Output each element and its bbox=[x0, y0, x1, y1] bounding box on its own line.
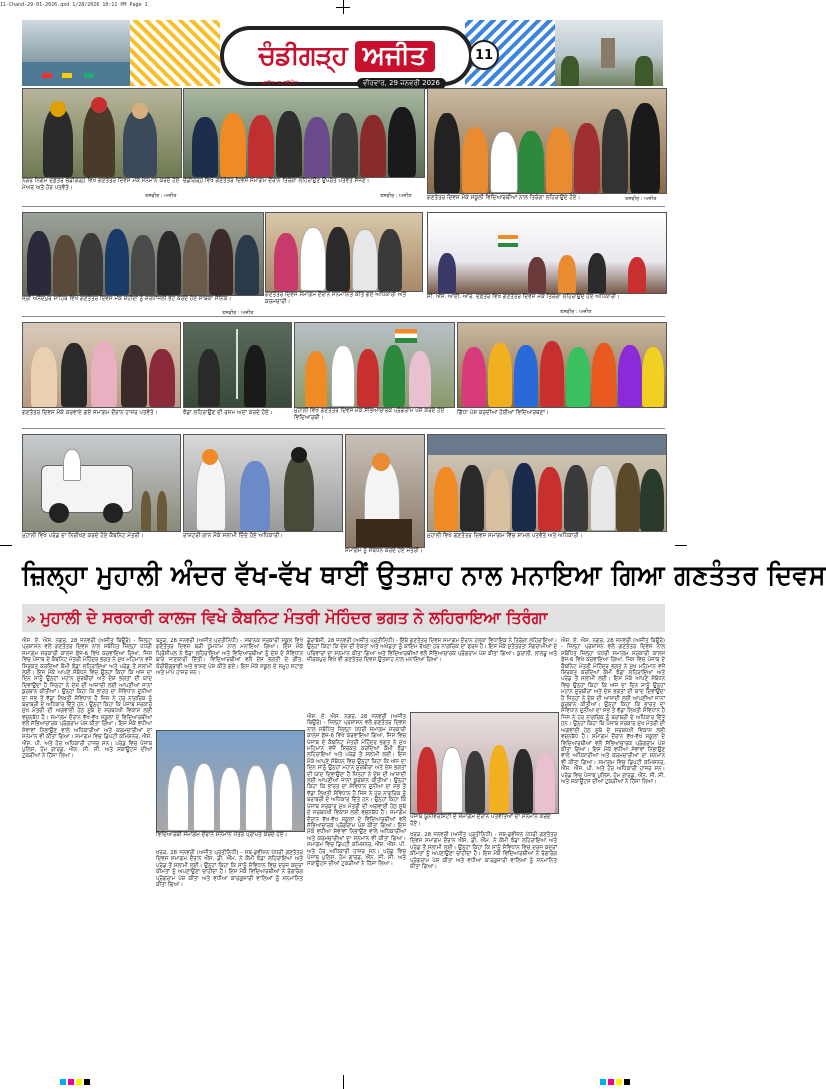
crop-mark bbox=[343, 1075, 344, 1089]
masthead-subtitle: ਅਜੀਤ ਸਪਲੀਮੈਂਟ bbox=[260, 80, 299, 87]
photo-credit: ਤਸਵੀਰ : ਅਜੀਤ bbox=[380, 193, 412, 199]
lake-photo bbox=[22, 20, 130, 86]
photo-caption: ਝੰਡਾ ਲਹਿਰਾਉਣ ਦੀ ਰਸਮ ਅਦਾ ਕਰਦੇ ਹੋਏ। bbox=[183, 410, 273, 416]
photo-caption: ਰਾਸ਼ਟਰੀ ਗਾਨ ਮੌਕੇ ਸਲਾਮੀ ਦਿੰਦੇ ਹੋਏ ਅਧਿਕਾਰੀ। bbox=[183, 533, 283, 539]
photo-ex-servicemen bbox=[22, 212, 264, 296]
logo-paper: ਅਜੀਤ bbox=[355, 41, 435, 72]
headline: ਜ਼ਿਲ੍ਹਾ ਮੁਹਾਲੀ ਅੰਦਰ ਵੱਖ-ਵੱਖ ਥਾਈਂ ਉਤਸ਼ਾਹ ਨਾਲ ਮਨਾਇਆ ਗਿਆ ਗਣਤੰਤਰ ਦਿਵਸ bbox=[22, 560, 826, 591]
photo-speech bbox=[345, 434, 425, 548]
registration-mark bbox=[68, 1079, 74, 1085]
registration-mark bbox=[84, 1079, 90, 1085]
photo-caption: ਵਿਦਿਆਰਥੀ ਸਮਾਗਮ ਦੌਰਾਨ ਸਨਮਾਨ ਪੱਤਰ ਪ੍ਰਾਪਤ ਕਰਦੇ ਹੋਏ। bbox=[156, 832, 288, 838]
photo-caption: ਗਿੱਧਾ ਪੇਸ਼ ਕਰਦੀਆਂ ਹੋਈਆਂ ਵਿਦਿਆਰਥਣਾਂ। bbox=[457, 410, 549, 416]
photo-caption: ਗਣਤੰਤਰ ਦਿਵਸ ਮੌਕੇ ਸਕੂਲੀ ਵਿਦਿਆਰਥੀਆਂ ਨਾਲ ਤਿਰੰਗਾ ਲਹਿਰਾਉਂਦੇ ਹੋਏ। bbox=[427, 195, 581, 201]
photo-caption: ਪੰਜਾਬ ਯੂਨੀਵਰਸਿਟੀ ਦੇ ਸਮਾਗਮ ਦੌਰਾਨ ਪਤਵੰਤਿਆਂ ਦਾ ਸਨਮਾਨ ਕਰਦੇ ਹੋਏ। bbox=[410, 814, 551, 827]
photo-caption: ਮੁਹਾਲੀ ਵਿਖੇ ਗਣਤੰਤਰ ਦਿਵਸ ਸਮਾਗਮ ਵਿੱਚ ਸ਼ਾਮਲ ਪਤਵੰਤੇ ਅਤੇ ਅਧਿਕਾਰੀ। bbox=[427, 533, 583, 539]
paper-logo bbox=[220, 26, 473, 86]
photo-caption: ਮੁਹਾਲੀ ਵਿਖੇ ਗਣਤੰਤਰ ਦਿਵਸ ਮੌਕੇ ਸੱਭਿਆਚਾਰਕ ਪ੍ਰੋਗਰਾਮ ਪੇਸ਼ ਕਰਦੇ ਹੋਏ ਵਿਦਿਆਰਥੀ। bbox=[294, 408, 445, 421]
photo-cultural-dance bbox=[294, 322, 455, 408]
photo-credit: ਤਸਵੀਰ : ਅਜੀਤ bbox=[222, 310, 254, 316]
crop-mark bbox=[336, 7, 350, 8]
double-arrow-icon: » bbox=[26, 608, 37, 628]
article-column-2: ਬਨੂੜ, 28 ਜਨਵਰੀ (ਅਜੀਤ ਪ੍ਰਤੀਨਿਧੀ) - ਸਥਾਨਕ ਸਰਕਾਰੀ ਸਕੂਲ ਵਿਖੇ ਗਣਤੰਤਰ ਦਿਵਸ ਬੜੀ ਧੂਮਧਾਮ ਨਾਲ ਮਨਾਇਆ ਗਿਆ। ਇਸ ਮੌਕੇ ਪ੍ਰਿੰਸੀਪਲ ਨੇ ਝੰਡਾ ਲਹਿਰਾਇਆ ਅਤੇ ਵਿਦਿਆਰਥੀਆਂ ਨੂੰ ਦੇਸ਼ ਦੇ ਸੰਵਿਧਾਨ ਬਾਰੇ ਜਾਣਕਾਰੀ ਦਿੱਤੀ। ਵਿਦਿਆਰਥੀਆਂ ਵਲੋਂ ਦੇਸ਼ ਭਗਤੀ ਦੇ ਗੀਤ, ਕੋਰੀਓਗ੍ਰਾਫੀ ਅਤੇ ਭਾਸ਼ਣ ਪੇਸ਼ ਕੀਤੇ ਗਏ। ਇਸ ਮੌਕੇ ਸਕੂਲ ਦੇ ਸਮੂਹ ਸਟਾਫ਼ ਅਤੇ ਮਾਪੇ ਹਾਜ਼ਰ ਸਨ। bbox=[156, 638, 303, 677]
registration-mark bbox=[60, 1079, 66, 1085]
photo-mohali-dignitaries bbox=[427, 434, 667, 532]
rule bbox=[22, 316, 665, 317]
photo-honoured-officials bbox=[265, 212, 423, 292]
registration-mark bbox=[600, 1079, 606, 1085]
page-number: 11 bbox=[469, 40, 499, 70]
issue-date: ਵੀਰਵਾਰ, 29 ਜਨਵਰੀ 2026 bbox=[357, 78, 446, 89]
photo-salute bbox=[183, 434, 343, 532]
photo-students-certificates bbox=[156, 730, 305, 832]
photo-caption: ਮੁਹਾਲੀ ਵਿਖੇ ਪਰੇਡ ਦਾ ਨਿਰੀਖਣ ਕਰਦੇ ਹੋਏ ਕੈਬਨਿਟ ਮੰਤਰੀ। bbox=[22, 533, 144, 539]
article-column-1: ਐਸ. ਏ. ਐਸ. ਨਗਰ, 28 ਜਨਵਰੀ (ਅਜੀਤ ਬਿਊਰੋ) - ਜ਼ਿਲ੍ਹਾ ਪ੍ਰਸ਼ਾਸਨ ਵਲੋਂ ਗਣਤੰਤਰ ਦਿਵਸ ਨਾਲ ਸਬੰਧਿਤ ਜ਼ਿਲ੍ਹਾ ਪੱਧਰੀ ਸਮਾਗਮ ਸਰਕਾਰੀ ਕਾਲਜ ਫੇਜ਼-6 ਵਿਖੇ ਕਰਵਾਇਆ ਗਿਆ, ਜਿਸ ਵਿਚ ਪੰਜਾਬ ਦੇ ਕੈਬਨਿਟ ਮੰਤਰੀ ਮੋਹਿੰਦਰ ਭਗਤ ਨੇ ਮੁੱਖ ਮਹਿਮਾਨ ਵਜੋਂ ਸ਼ਿਰਕਤ ਕਰਦਿਆਂ ਕੌਮੀ ਝੰਡਾ ਲਹਿਰਾਇਆ ਅਤੇ ਪਰੇਡ ਤੋਂ ਸਲਾਮੀ ਲਈ। ਇਸ ਮੌਕੇ ਆਪਣੇ ਸੰਬੋਧਨ ਵਿਚ ਉਨ੍ਹਾਂ ਕਿਹਾ ਕਿ ਅੱਜ ਦਾ ਦਿਨ ਸਾਨੂੰ ਉਨ੍ਹਾਂ ਮਹਾਨ ਸੂਰਬੀਰਾਂ ਅਤੇ ਦੇਸ਼ ਭਗਤਾਂ ਦੀ ਯਾਦ ਦਿਵਾਉਂਦਾ ਹੈ ਜਿਨ੍ਹਾਂ ਨੇ ਦੇਸ਼ ਦੀ ਆਜ਼ਾਦੀ ਲਈ ਆਪਣੀਆਂ ਜਾਨਾਂ ਕੁਰਬਾਨ ਕੀਤੀਆਂ। ਉਨ੍ਹਾਂ ਕਿਹਾ ਕਿ ਭਾਰਤ ਦਾ ਸੰਵਿਧਾਨ ਦੁਨੀਆ ਦਾ ਸਭ ਤੋਂ ਵੱਡਾ ਲਿਖਤੀ ਸੰਵਿਧਾਨ ਹੈ ਜਿਸ ਨੇ ਹਰ ਨਾਗਰਿਕ ਨੂੰ ਬਰਾਬਰੀ ਦੇ ਅਧਿਕਾਰ ਦਿੱਤੇ ਹਨ। ਉਨ੍ਹਾਂ ਕਿਹਾ ਕਿ ਪੰਜਾਬ ਸਰਕਾਰ ਮੁੱਖ ਮੰਤਰੀ ਦੀ ਅਗਵਾਈ ਹੇਠ ਸੂਬੇ ਦੇ ਸਰਬਪੱਖੀ ਵਿਕਾਸ ਲਈ ਵਚਨਬੱਧ ਹੈ। ਸਮਾਗਮ ਦੌਰਾਨ ਵੱਖ-ਵੱਖ ਸਕੂਲਾਂ ਦੇ ਵਿਦਿਆਰਥੀਆਂ ਵਲੋਂ ਸੱਭਿਆਚਾਰਕ ਪ੍ਰੋਗਰਾਮ ਪੇਸ਼ ਕੀਤਾ ਗਿਆ। ਇਸ ਮੌਕੇ ਵਧੀਆ ਸੇਵਾਵਾਂ ਨਿਭਾਉਣ ਵਾਲੇ ਅਧਿਕਾਰੀਆਂ ਅਤੇ ਕਰਮਚਾਰੀਆਂ ਦਾ ਸਨਮਾਨ ਵੀ ਕੀਤਾ ਗਿਆ। ਸਮਾਗਮ ਵਿਚ ਡਿਪਟੀ ਕਮਿਸ਼ਨਰ, ਐੱਸ. ਐੱਸ. ਪੀ. ਅਤੇ ਹੋਰ ਅਧਿਕਾਰੀ ਹਾਜ਼ਰ ਸਨ। ਪਰੇਡ ਵਿਚ ਪੰਜਾਬ ਪੁਲਿਸ, ਹੋਮ ਗਾਰਡ, ਐੱਨ. ਸੀ. ਸੀ. ਅਤੇ ਸਕਾਊਟਸ ਦੀਆਂ ਟੁਕੜੀਆਂ ਨੇ ਹਿੱਸਾ ਲਿਆ। bbox=[22, 638, 152, 760]
photo-caption: ਗਣਤੰਤਰ ਦਿਵਸ ਮੌਕੇ ਕਰਵਾਏ ਗਏ ਸਮਾਗਮ ਦੌਰਾਨ ਹਾਜ਼ਰ ਪਤਵੰਤੇ। bbox=[22, 410, 158, 416]
logo-city: ਚੰਡੀਗੜ੍ਹ bbox=[258, 40, 347, 71]
photo-caption: ਗਣਤੰਤਰ ਦਿਵਸ ਸਮਾਗਮ ਦੌਰਾਨ ਸਨਮਾਨਿਤ ਕੀਤੇ ਗਏ ਅਧਿਕਾਰੀ ਅਤੇ ਕਰਮਚਾਰੀ। bbox=[265, 292, 407, 305]
photo-caption: ਨਗਰ ਨਿਗਮ ਦਫ਼ਤਰ ਚੰਡੀਗੜ੍ਹ ਵਿਖੇ ਗਣਤੰਤਰ ਦਿਵਸ ਮੌਕੇ ਸਨਮਾਨ ਕਰਦੇ ਹੋਏ ਮੇਅਰ ਅਤੇ ਹੋਰ ਪਤਵੰਤੇ। bbox=[22, 178, 180, 191]
subheadline: ਮੁਹਾਲੀ ਦੇ ਸਰਕਾਰੀ ਕਾਲਜ ਵਿਖੇ ਕੈਬਨਿਟ ਮੰਤਰੀ ਮੋਹਿੰਦਰ ਭਗਤ ਨੇ ਲਹਿਰਾਇਆ ਤਿਰੰਗਾ bbox=[40, 608, 548, 627]
print-slug: 11-Chand-29-01-2026.qxd 1/28/2026 10:11 PM Page 1 bbox=[0, 2, 148, 8]
photo-caption: ਸਮਾਗਮ ਨੂੰ ਸੰਬੋਧਨ ਕਰਦੇ ਹੋਏ ਮੰਤਰੀ। bbox=[345, 548, 423, 554]
photo-flag-hoisting bbox=[183, 322, 292, 408]
registration-mark bbox=[608, 1079, 614, 1085]
rule bbox=[22, 428, 665, 429]
article-column-3b: ਐਸ. ਏ. ਐਸ. ਨਗਰ, 28 ਜਨਵਰੀ (ਅਜੀਤ ਬਿਊਰੋ) - ਜ਼ਿਲ੍ਹਾ ਪ੍ਰਸ਼ਾਸਨ ਵਲੋਂ ਗਣਤੰਤਰ ਦਿਵਸ ਨਾਲ ਸਬੰਧਿਤ ਜ਼ਿਲ੍ਹਾ ਪੱਧਰੀ ਸਮਾਗਮ ਸਰਕਾਰੀ ਕਾਲਜ ਫੇਜ਼-6 ਵਿਖੇ ਕਰਵਾਇਆ ਗਿਆ, ਜਿਸ ਵਿਚ ਪੰਜਾਬ ਦੇ ਕੈਬਨਿਟ ਮੰਤਰੀ ਮੋਹਿੰਦਰ ਭਗਤ ਨੇ ਮੁੱਖ ਮਹਿਮਾਨ ਵਜੋਂ ਸ਼ਿਰਕਤ ਕਰਦਿਆਂ ਕੌਮੀ ਝੰਡਾ ਲਹਿਰਾਇਆ ਅਤੇ ਪਰੇਡ ਤੋਂ ਸਲਾਮੀ ਲਈ। ਇਸ ਮੌਕੇ ਆਪਣੇ ਸੰਬੋਧਨ ਵਿਚ ਉਨ੍ਹਾਂ ਕਿਹਾ ਕਿ ਅੱਜ ਦਾ ਦਿਨ ਸਾਨੂੰ ਉਨ੍ਹਾਂ ਮਹਾਨ ਸੂਰਬੀਰਾਂ ਅਤੇ ਦੇਸ਼ ਭਗਤਾਂ ਦੀ ਯਾਦ ਦਿਵਾਉਂਦਾ ਹੈ ਜਿਨ੍ਹਾਂ ਨੇ ਦੇਸ਼ ਦੀ ਆਜ਼ਾਦੀ ਲਈ ਆਪਣੀਆਂ ਜਾਨਾਂ ਕੁਰਬਾਨ ਕੀਤੀਆਂ। ਉਨ੍ਹਾਂ ਕਿਹਾ ਕਿ ਭਾਰਤ ਦਾ ਸੰਵਿਧਾਨ ਦੁਨੀਆ ਦਾ ਸਭ ਤੋਂ ਵੱਡਾ ਲਿਖਤੀ ਸੰਵਿਧਾਨ ਹੈ ਜਿਸ ਨੇ ਹਰ ਨਾਗਰਿਕ ਨੂੰ ਬਰਾਬਰੀ ਦੇ ਅਧਿਕਾਰ ਦਿੱਤੇ ਹਨ। ਉਨ੍ਹਾਂ ਕਿਹਾ ਕਿ ਪੰਜਾਬ ਸਰਕਾਰ ਮੁੱਖ ਮੰਤਰੀ ਦੀ ਅਗਵਾਈ ਹੇਠ ਸੂਬੇ ਦੇ ਸਰਬਪੱਖੀ ਵਿਕਾਸ ਲਈ ਵਚਨਬੱਧ ਹੈ। ਸਮਾਗਮ ਦੌਰਾਨ ਵੱਖ-ਵੱਖ ਸਕੂਲਾਂ ਦੇ ਵਿਦਿਆਰਥੀਆਂ ਵਲੋਂ ਸੱਭਿਆਚਾਰਕ ਪ੍ਰੋਗਰਾਮ ਪੇਸ਼ ਕੀਤਾ ਗਿਆ। ਇਸ ਮੌਕੇ ਵਧੀਆ ਸੇਵਾਵਾਂ ਨਿਭਾਉਣ ਵਾਲੇ ਅਧਿਕਾਰੀਆਂ ਅਤੇ ਕਰਮਚਾਰੀਆਂ ਦਾ ਸਨਮਾਨ ਵੀ ਕੀਤਾ ਗਿਆ। ਸਮਾਗਮ ਵਿਚ ਡਿਪਟੀ ਕਮਿਸ਼ਨਰ, ਐੱਸ. ਐੱਸ. ਪੀ. ਅਤੇ ਹੋਰ ਅਧਿਕਾਰੀ ਹਾਜ਼ਰ ਸਨ। ਪਰੇਡ ਵਿਚ ਪੰਜਾਬ ਪੁਲਿਸ, ਹੋਮ ਗਾਰਡ, ਐੱਨ. ਸੀ. ਸੀ. ਅਤੇ ਸਕਾਊਟਸ ਦੀਆਂ ਟੁਕੜੀਆਂ ਨੇ ਹਿੱਸਾ ਲਿਆ। bbox=[307, 714, 406, 868]
subheadline-bar bbox=[22, 604, 665, 632]
photo-credit: ਤਸਵੀਰ : ਅਜੀਤ bbox=[145, 193, 177, 199]
registration-mark bbox=[76, 1079, 82, 1085]
article-column-4: ਐਸ. ਏ. ਐਸ. ਨਗਰ, 28 ਜਨਵਰੀ (ਅਜੀਤ ਬਿਊਰੋ) - ਜ਼ਿਲ੍ਹਾ ਪ੍ਰਸ਼ਾਸਨ ਵਲੋਂ ਗਣਤੰਤਰ ਦਿਵਸ ਨਾਲ ਸਬੰਧਿਤ ਜ਼ਿਲ੍ਹਾ ਪੱਧਰੀ ਸਮਾਗਮ ਸਰਕਾਰੀ ਕਾਲਜ ਫੇਜ਼-6 ਵਿਖੇ ਕਰਵਾਇਆ ਗਿਆ, ਜਿਸ ਵਿਚ ਪੰਜਾਬ ਦੇ ਕੈਬਨਿਟ ਮੰਤਰੀ ਮੋਹਿੰਦਰ ਭਗਤ ਨੇ ਮੁੱਖ ਮਹਿਮਾਨ ਵਜੋਂ ਸ਼ਿਰਕਤ ਕਰਦਿਆਂ ਕੌਮੀ ਝੰਡਾ ਲਹਿਰਾਇਆ ਅਤੇ ਪਰੇਡ ਤੋਂ ਸਲਾਮੀ ਲਈ। ਇਸ ਮੌਕੇ ਆਪਣੇ ਸੰਬੋਧਨ ਵਿਚ ਉਨ੍ਹਾਂ ਕਿਹਾ ਕਿ ਅੱਜ ਦਾ ਦਿਨ ਸਾਨੂੰ ਉਨ੍ਹਾਂ ਮਹਾਨ ਸੂਰਬੀਰਾਂ ਅਤੇ ਦੇਸ਼ ਭਗਤਾਂ ਦੀ ਯਾਦ ਦਿਵਾਉਂਦਾ ਹੈ ਜਿਨ੍ਹਾਂ ਨੇ ਦੇਸ਼ ਦੀ ਆਜ਼ਾਦੀ ਲਈ ਆਪਣੀਆਂ ਜਾਨਾਂ ਕੁਰਬਾਨ ਕੀਤੀਆਂ। ਉਨ੍ਹਾਂ ਕਿਹਾ ਕਿ ਭਾਰਤ ਦਾ ਸੰਵਿਧਾਨ ਦੁਨੀਆ ਦਾ ਸਭ ਤੋਂ ਵੱਡਾ ਲਿਖਤੀ ਸੰਵਿਧਾਨ ਹੈ ਜਿਸ ਨੇ ਹਰ ਨਾਗਰਿਕ ਨੂੰ ਬਰਾਬਰੀ ਦੇ ਅਧਿਕਾਰ ਦਿੱਤੇ ਹਨ। ਉਨ੍ਹਾਂ ਕਿਹਾ ਕਿ ਪੰਜਾਬ ਸਰਕਾਰ ਮੁੱਖ ਮੰਤਰੀ ਦੀ ਅਗਵਾਈ ਹੇਠ ਸੂਬੇ ਦੇ ਸਰਬਪੱਖੀ ਵਿਕਾਸ ਲਈ ਵਚਨਬੱਧ ਹੈ। ਸਮਾਗਮ ਦੌਰਾਨ ਵੱਖ-ਵੱਖ ਸਕੂਲਾਂ ਦੇ ਵਿਦਿਆਰਥੀਆਂ ਵਲੋਂ ਸੱਭਿਆਚਾਰਕ ਪ੍ਰੋਗਰਾਮ ਪੇਸ਼ ਕੀਤਾ ਗਿਆ। ਇਸ ਮੌਕੇ ਵਧੀਆ ਸੇਵਾਵਾਂ ਨਿਭਾਉਣ ਵਾਲੇ ਅਧਿਕਾਰੀਆਂ ਅਤੇ ਕਰਮਚਾਰੀਆਂ ਦਾ ਸਨਮਾਨ ਵੀ ਕੀਤਾ ਗਿਆ। ਸਮਾਗਮ ਵਿਚ ਡਿਪਟੀ ਕਮਿਸ਼ਨਰ, ਐੱਸ. ਐੱਸ. ਪੀ. ਅਤੇ ਹੋਰ ਅਧਿਕਾਰੀ ਹਾਜ਼ਰ ਸਨ। ਪਰੇਡ ਵਿਚ ਪੰਜਾਬ ਪੁਲਿਸ, ਹੋਮ ਗਾਰਡ, ਐੱਨ. ਸੀ. ਸੀ. ਅਤੇ ਸਕਾਊਟਸ ਦੀਆਂ ਟੁਕੜੀਆਂ ਨੇ ਹਿੱਸਾ ਲਿਆ। bbox=[561, 638, 665, 785]
crop-mark bbox=[675, 545, 687, 546]
photo-caption: ਚੰਡੀਗੜ੍ਹ ਵਿਖੇ ਗਣਤੰਤਰ ਦਿਵਸ ਸਮਾਗਮ ਦੌਰਾਨ ਤਿਰੰਗਾ ਲਹਿਰਾਉਣ ਉਪਰੰਤ ਪਤਵੰਤੇ ਸੱਜਣ। bbox=[183, 178, 370, 184]
article-column-3c: ਖਰੜ, 28 ਜਨਵਰੀ (ਅਜੀਤ ਪ੍ਰਤੀਨਿਧੀ) - ਸਬ-ਡਵੀਜ਼ਨ ਪੱਧਰੀ ਗਣਤੰਤਰ ਦਿਵਸ ਸਮਾਗਮ ਦੌਰਾਨ ਐੱਸ. ਡੀ. ਐੱਮ. ਨੇ ਕੌਮੀ ਝੰਡਾ ਲਹਿਰਾਇਆ ਅਤੇ ਪਰੇਡ ਤੋਂ ਸਲਾਮੀ ਲਈ। ਉਨ੍ਹਾਂ ਕਿਹਾ ਕਿ ਸਾਨੂੰ ਸੰਵਿਧਾਨ ਵਿਚ ਦਰਜ ਕਦਰਾਂ ਕੀਮਤਾਂ ਨੂੰ ਅਪਣਾਉਣਾ ਚਾਹੀਦਾ ਹੈ। ਇਸ ਮੌਕੇ ਵਿਦਿਆਰਥੀਆਂ ਨੇ ਰੰਗਾਰੰਗ ਪ੍ਰੋਗਰਾਮ ਪੇਸ਼ ਕੀਤਾ ਅਤੇ ਵਧੀਆ ਕਾਰਗੁਜ਼ਾਰੀ ਵਾਲਿਆਂ ਨੂੰ ਸਨਮਾਨਿਤ ਕੀਤਾ ਗਿਆ। bbox=[410, 832, 557, 871]
photo-university-event bbox=[410, 712, 559, 814]
registration-mark bbox=[616, 1079, 622, 1085]
photo-students-flags bbox=[427, 88, 667, 194]
registration-mark bbox=[624, 1079, 630, 1085]
photo-csir-event bbox=[427, 212, 667, 294]
rule bbox=[22, 206, 665, 207]
decor-pattern bbox=[130, 20, 220, 86]
article-column-3: ਡੇਰਾਬੱਸੀ, 28 ਜਨਵਰੀ (ਅਜੀਤ ਪ੍ਰਤੀਨਿਧੀ) - ਇੱਥੇ ਗਣਤੰਤਰ ਦਿਵਸ ਸਮਾਗਮ ਦੌਰਾਨ ਹਲਕਾ ਵਿਧਾਇਕ ਨੇ ਤਿਰੰਗਾ ਲਹਿਰਾਇਆ। ਉਨ੍ਹਾਂ ਕਿਹਾ ਕਿ ਦੇਸ਼ ਦੀ ਏਕਤਾ ਅਤੇ ਅਖੰਡਤਾ ਨੂੰ ਕਾਇਮ ਰੱਖਣਾ ਹਰ ਨਾਗਰਿਕ ਦਾ ਫਰਜ਼ ਹੈ। ਇਸ ਮੌਕੇ ਸੁਤੰਤਰਤਾ ਸੰਗਰਾਮੀਆਂ ਦੇ ਪਰਿਵਾਰਾਂ ਦਾ ਸਨਮਾਨ ਕੀਤਾ ਗਿਆ ਅਤੇ ਵਿਦਿਆਰਥੀਆਂ ਵਲੋਂ ਸੱਭਿਆਚਾਰਕ ਪ੍ਰੋਗਰਾਮ ਪੇਸ਼ ਕੀਤਾ ਗਿਆ। ਕੁਰਾਲੀ, ਲਾਲੜੂ ਅਤੇ ਜ਼ੀਰਕਪੁਰ ਵਿਖੇ ਵੀ ਗਣਤੰਤਰ ਦਿਵਸ ਉਤਸ਼ਾਹ ਨਾਲ ਮਨਾਇਆ ਗਿਆ। bbox=[307, 638, 557, 664]
photo-giddha bbox=[457, 322, 667, 408]
masthead bbox=[22, 20, 663, 86]
photo-civic-honour bbox=[22, 88, 182, 178]
photo-parade-inspection bbox=[22, 434, 181, 532]
monument-photo bbox=[555, 20, 663, 86]
photo-credit: ਤਸਵੀਰ : ਅਜੀਤ bbox=[625, 196, 657, 202]
photo-dignitaries bbox=[22, 322, 181, 408]
photo-caption: ਸੀ. ਐੱਸ. ਆਈ. ਆਰ. ਦਫ਼ਤਰ ਵਿਖੇ ਗਣਤੰਤਰ ਦਿਵਸ ਮੌਕੇ ਤਿਰੰਗਾ ਲਹਿਰਾਉਂਦੇ ਹੋਏ ਅਧਿਕਾਰੀ। bbox=[427, 294, 620, 300]
crop-mark bbox=[0, 545, 12, 546]
photo-caption: ਸ੍ਰੀ ਅਨੰਦਪੁਰ ਸਾਹਿਬ ਵਿਖੇ ਗਣਤੰਤਰ ਦਿਵਸ ਮੌਕੇ ਸ਼ਹੀਦਾਂ ਨੂੰ ਸ਼ਰਧਾਂਜਲੀ ਭੇਟ ਕਰਦੇ ਹੋਏ ਸਾਬਕਾ ਸੈਨਿਕ। bbox=[22, 296, 232, 302]
photo-credit: ਤਸਵੀਰ : ਅਜੀਤ bbox=[560, 309, 592, 315]
article-column-2b: ਖਰੜ, 28 ਜਨਵਰੀ (ਅਜੀਤ ਪ੍ਰਤੀਨਿਧੀ) - ਸਬ-ਡਵੀਜ਼ਨ ਪੱਧਰੀ ਗਣਤੰਤਰ ਦਿਵਸ ਸਮਾਗਮ ਦੌਰਾਨ ਐੱਸ. ਡੀ. ਐੱਮ. ਨੇ ਕੌਮੀ ਝੰਡਾ ਲਹਿਰਾਇਆ ਅਤੇ ਪਰੇਡ ਤੋਂ ਸਲਾਮੀ ਲਈ। ਉਨ੍ਹਾਂ ਕਿਹਾ ਕਿ ਸਾਨੂੰ ਸੰਵਿਧਾਨ ਵਿਚ ਦਰਜ ਕਦਰਾਂ ਕੀਮਤਾਂ ਨੂੰ ਅਪਣਾਉਣਾ ਚਾਹੀਦਾ ਹੈ। ਇਸ ਮੌਕੇ ਵਿਦਿਆਰਥੀਆਂ ਨੇ ਰੰਗਾਰੰਗ ਪ੍ਰੋਗਰਾਮ ਪੇਸ਼ ਕੀਤਾ ਅਤੇ ਵਧੀਆ ਕਾਰਗੁਜ਼ਾਰੀ ਵਾਲਿਆਂ ਨੂੰ ਸਨਮਾਨਿਤ ਕੀਤਾ ਗਿਆ। bbox=[156, 850, 303, 889]
photo-flag-group bbox=[183, 88, 425, 178]
